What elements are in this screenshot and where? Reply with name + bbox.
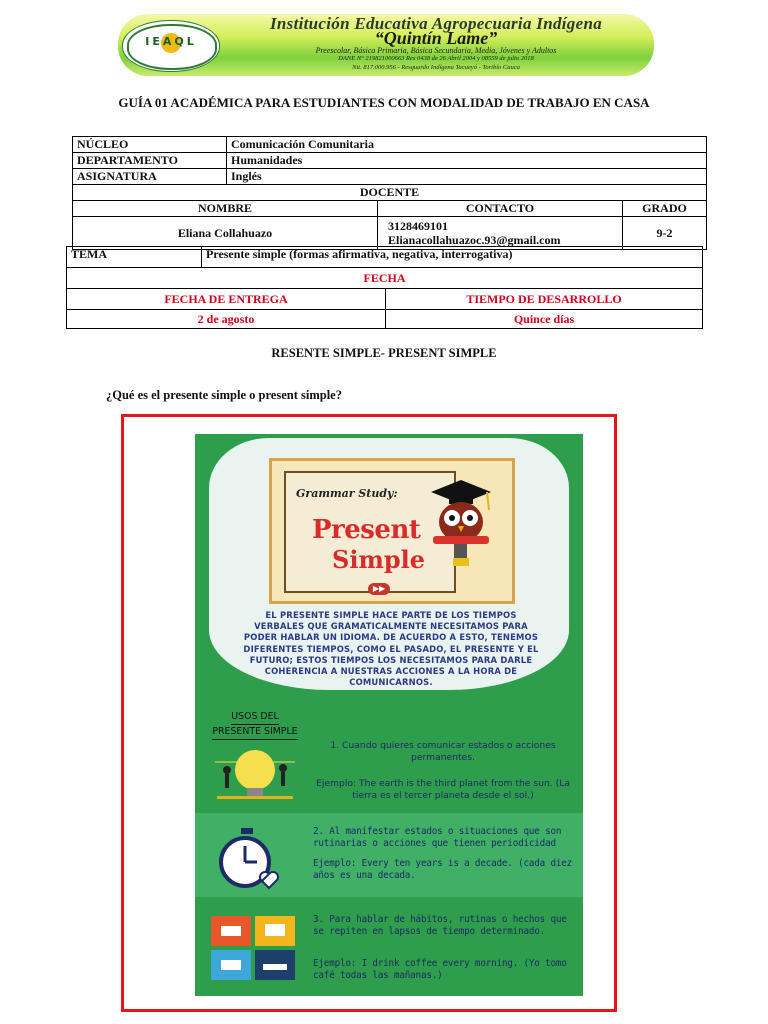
board-heading: Grammar Study:	[296, 487, 398, 500]
usos-line-2: PRESENTE SIMPLE	[212, 725, 297, 740]
use-2-example: Ejemplo: Every ten years is a decade. (cada diez años es una decada.	[313, 858, 573, 882]
docente-label: DOCENTE	[73, 185, 707, 201]
contacto-value	[378, 217, 623, 250]
header-banner	[118, 14, 654, 76]
entrega-label: FECHA DE ENTREGA	[67, 289, 386, 310]
asignatura-label: ASIGNATURA	[73, 169, 227, 185]
board-title-2: Simple	[332, 545, 426, 574]
asignatura-value: Inglés	[227, 169, 707, 185]
school-logo: IEAQL	[122, 20, 220, 72]
routine-tiles-icon	[211, 916, 297, 982]
usos-heading	[199, 710, 311, 740]
institution-nit: Nit. 817.000.956 - Resguardo Indígena Tacueyó - Toribío Cauca	[352, 64, 520, 71]
lightbulb-icon	[207, 740, 303, 804]
use-1-example: Ejemplo: The earth is the third planet from the sun. (La tierra es el tercer planeta desde el sol.)	[316, 778, 570, 802]
use-3-example: Ejemplo: I drink coffee every morning. (Yo tomo café todas las mañanas.)	[313, 958, 567, 982]
fecha-label: FECHA	[67, 268, 703, 289]
nucleo-value: Comunicación Comunitaria	[227, 137, 707, 153]
institution-name: Institución Educativa Agropecuaria Indígena	[269, 14, 602, 33]
tiempo-label: TIEMPO DE DESARROLLO	[386, 289, 703, 310]
use-1: 1. Cuando quieres comunicar estados o acciones permanentes.	[330, 740, 556, 764]
info-table	[72, 136, 707, 250]
owl-graduate-icon	[425, 470, 497, 570]
nombre-label: NOMBRE	[73, 201, 378, 217]
grado-label: GRADO	[623, 201, 707, 217]
section-subtitle: RESENTE SIMPLE- PRESENT SIMPLE	[271, 346, 497, 360]
tema-label: TEMA	[67, 247, 202, 268]
tema-value: Presente simple (formas afirmativa, negativa, interrogativa)	[202, 247, 703, 268]
entrega-value: 2 de agosto	[67, 310, 386, 329]
nombre-value: Eliana Collahuazo	[73, 217, 378, 250]
departamento-label: DEPARTAMENTO	[73, 153, 227, 169]
tema-table	[66, 246, 703, 329]
contacto-phone: 3128469101	[388, 219, 448, 233]
institution-levels: Preescolar, Básica Primaria, Básica Secundaria, Media, Jóvenes y Adultos	[315, 46, 557, 55]
play-icon: ▶▶	[368, 583, 390, 595]
departamento-value: Humanidades	[227, 153, 707, 169]
nucleo-label: NÚCLEO	[73, 137, 227, 153]
infographic	[195, 434, 583, 996]
institution-subname: “Quintín Lame”	[374, 28, 498, 48]
stopwatch-icon	[211, 826, 283, 896]
usos-line-1: USOS DEL	[231, 710, 279, 725]
page-title: GUÍA 01 ACADÉMICA PARA ESTUDIANTES CON MODALIDAD DE TRABAJO EN CASA	[118, 95, 650, 110]
tiempo-value: Quince días	[386, 310, 703, 329]
intro-text: EL PRESENTE SIMPLE HACE PARTE DE LOS TIEMPOS VERBALES QUE GRAMATICALMENTE NECESITAMOS PARA PODER HABLAR UN IDIOMA. DE ACUERDO A ESTO, TENEMOS DIFERENTES TIEMPOS, COMO EL PASADO, EL PRESENTE Y EL FUTURO; ESTOS TIEMPOS LOS NECESITAMOS PARA DARLE COHERENCIA A NUESTRAS ACCIONES A LA HORA DE COMUNICARNOS.	[243, 610, 539, 688]
section-question: ¿Qué es el presente simple o present simple?	[106, 388, 342, 402]
grado-value: 9-2	[623, 217, 707, 250]
use-3: 3. Para hablar de hábitos, rutinas o hechos que se repiten en lapsos de tiempo determinado.	[313, 914, 567, 938]
contacto-email: Elianacollahuazoc.93@gmail.com	[388, 233, 561, 247]
board-title-1: Present	[312, 515, 421, 545]
contacto-label: CONTACTO	[378, 201, 623, 217]
institution-dane: DANE N° 219821000663 Res 0438 de 26 Abril 2004 y 08559 de julio 2018	[338, 55, 534, 62]
use-2: 2. Al manifestar estados o situaciones que son rutinarias o acciones que tienen periodicidad	[313, 826, 562, 850]
